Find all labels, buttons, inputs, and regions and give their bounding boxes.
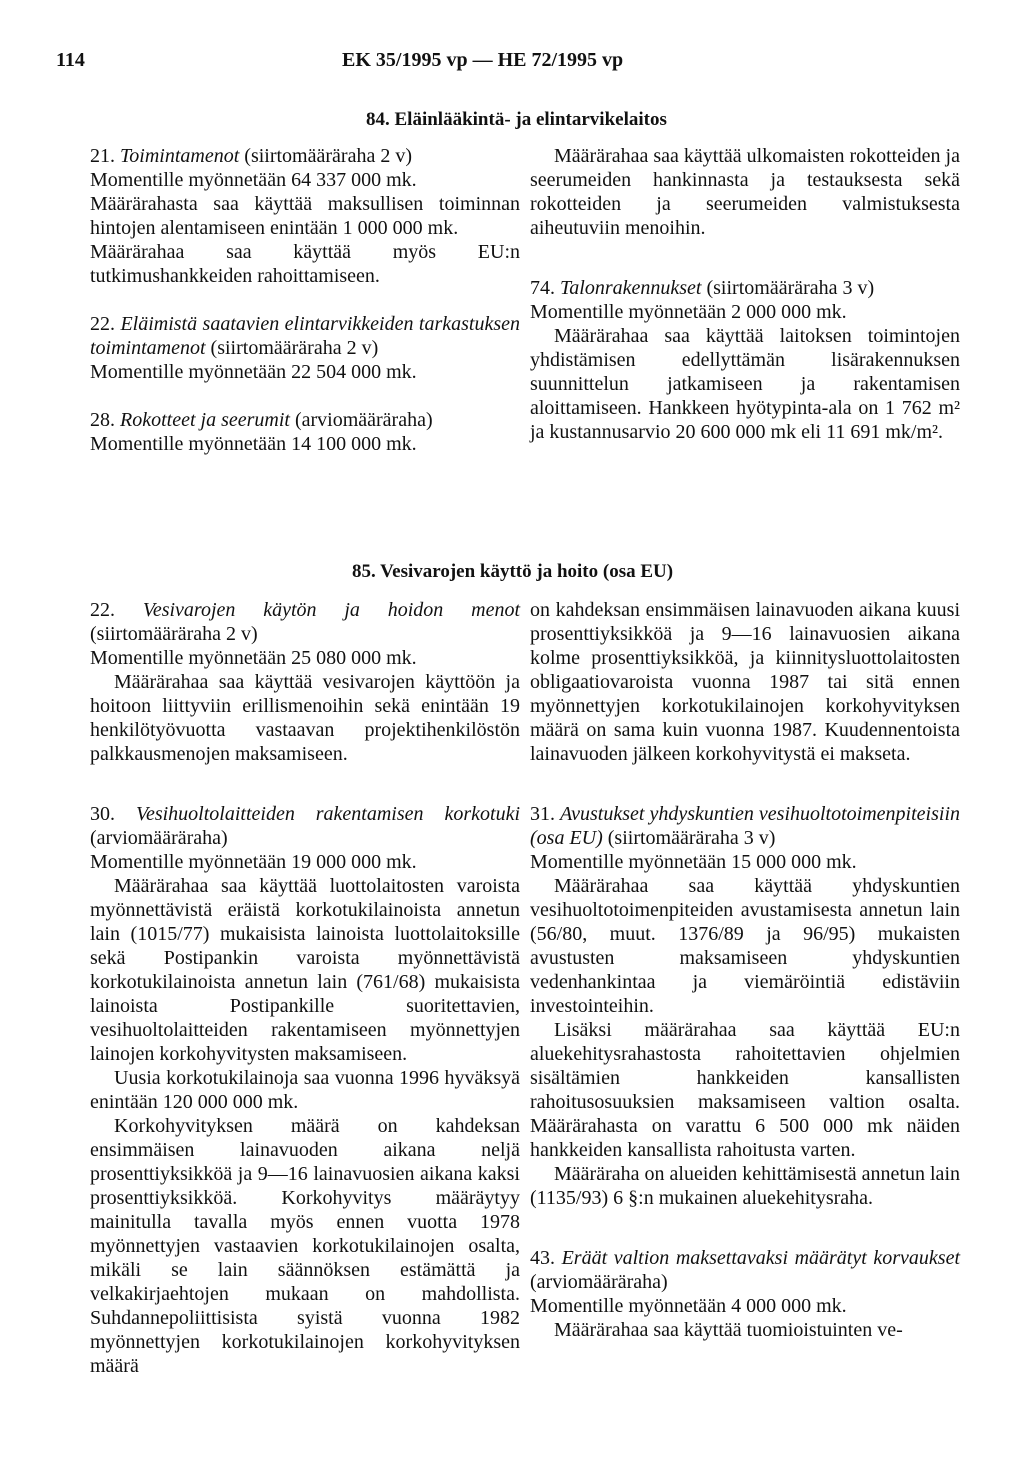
item-31-text: Lisäksi määrärahaa saa käyttää EU:n aluekehitysrahastosta rahoitettavien ohjelmien sisältämien hankkeiden kansallisten rahoitusosuuksien maksamiseen valtion osalta. Määrärahasta on varattu 6 500 000 mk näiden hankkeiden kansallista rahoitusta varten. — [530, 1019, 960, 1161]
item-22-amount: Momentille myönnetään 25 080 000 mk. — [90, 647, 417, 669]
item-22-title: 22. Eläimistä saatavien elintarvikkeiden tarkastuksen toimintamenot (siirtomääräraha 2 v) — [90, 313, 520, 359]
item-22-text: Määrärahaa saa käyttää vesivarojen käyttöön ja hoitoon liittyviin erillismenoihin sekä enintään 19 henkilötyövuotta vastaavan projektihenkilöstön palkkausmenojen maksamiseen. — [90, 671, 520, 765]
item-43-title: 43. Eräät valtion maksettavaksi määrätyt korvaukset (arviomääräraha) — [530, 1247, 961, 1293]
item-30-text: Korkohyvityksen määrä on kahdeksan ensimmäisen lainavuoden aikana neljä prosenttiyksikköä ja 9—16 lainavuosien aikana kaksi prosenttiyksikköä. Korkohyvitys määräytyy mainitulla tavalla myös ennen vuotta 1978 myönnettyjen vastaavien korkotukilainojen osalta, mikäli se lain säännöksen estämättä ja velkakirjaehtojen mukaan on mahdollista. Suhdannepoliittisista syistä vuonna 1982 myönnettyjen korkotukilainojen korkohyvityksen määrä — [90, 1115, 520, 1377]
item-43-text: Määrärahaa saa käyttää tuomioistuinten ve- — [554, 1319, 903, 1341]
item-30-title: 30. Vesihuoltolaitteiden rakentamisen korkotuki (arviomääräraha) — [90, 803, 520, 849]
item-74-amount: Momentille myönnetään 2 000 000 mk. — [530, 301, 847, 323]
section-85-left-column — [90, 598, 520, 1378]
item-31-amount: Momentille myönnetään 15 000 000 mk. — [530, 851, 857, 873]
item-30-text: Uusia korkotukilainoja saa vuonna 1996 hyväksyä enintään 120 000 000 mk. — [90, 1067, 520, 1113]
item-31-text: Määräraha on alueiden kehittämisestä annetun lain (1135/93) 6 §:n mukainen aluekehitysraha. — [530, 1163, 960, 1209]
item-21-text: Määrärahaa saa käyttää myös EU:n tutkimushankkeiden rahoittamiseen. — [90, 241, 520, 287]
item-31-text: Määrärahaa saa käyttää yhdyskuntien vesihuoltotoimenpiteiden avustamisesta annetun lain (56/80, muut. 1376/89 ja 96/95) mukaisten avustusten maksamiseen yhdyskuntien vedenhankintaa ja viemäröintiä edistäviin investointeihin. — [530, 875, 960, 1017]
section-85-heading: 85. Vesivarojen käyttö ja hoito (osa EU) — [352, 561, 674, 582]
item-31-title: 31. Avustukset yhdyskuntien vesihuoltotoimenpiteisiin (osa EU) (siirtomääräraha 3 v) — [530, 803, 960, 849]
item-30-text: Määrärahaa saa käyttää luottolaitosten varoista myönnettävistä eräistä korkotukilainoista annetun lain (1015/77) mukaisista lainoista luottolaitoksille sekä Postipankin varoista myönnettävistä korkotukilainoista annetun lain (761/68) mukaisista lainoista Postipankille suoritettavien, vesihuoltolaitteiden rakentamiseen myönnettyjen lainojen korkohyvitysten maksamiseen. — [90, 875, 520, 1065]
item-43-amount: Momentille myönnetään 4 000 000 mk. — [530, 1295, 847, 1317]
item-74-text: Määrärahaa saa käyttää laitoksen toimintojen yhdistämisen edellyttämän lisärakennuksen suunnittelun jatkamiseen ja rakentamisen aloittamiseen. Hankkeen hyötypinta-ala on 1 762 m² ja kustannusarvio 20 600 000 mk eli 11 691 mk/m². — [530, 325, 960, 443]
item-21-title: 21. Toimintamenot (siirtomääräraha 2 v) — [90, 145, 412, 167]
item-28-amount: Momentille myönnetään 14 100 000 mk. — [90, 433, 417, 455]
item-22-title: 22. Vesivarojen käytön ja hoidon menot (siirtomääräraha 2 v) — [90, 599, 520, 645]
item-30-amount: Momentille myönnetään 19 000 000 mk. — [90, 851, 417, 873]
section-84-right-column — [530, 144, 960, 444]
section-85-right-column — [530, 598, 960, 1342]
section-84-heading: 84. Eläinlääkintä- ja elintarvikelaitos — [366, 109, 667, 130]
item-21-text: Määrärahasta saa käyttää maksullisen toiminnan hintojen alentamiseen enintään 1 000 000 mk. — [90, 193, 520, 239]
continued-text: Määrärahaa saa käyttää ulkomaisten rokotteiden ja seerumeiden hankinnasta ja testauksesta sekä rokotteiden ja seerumeiden valmistuksesta aiheutuviin menoihin. — [530, 145, 960, 239]
section-84-left-column — [90, 144, 520, 456]
item-28-title: 28. Rokotteet ja seerumit (arviomääräraha) — [90, 409, 433, 431]
item-21-amount: Momentille myönnetään 64 337 000 mk. — [90, 169, 417, 191]
continued-text: on kahdeksan ensimmäisen lainavuoden aikana kuusi prosenttiyksikköä ja 9—16 lainavuosien aikana kolme prosenttiyksikköä, ja kiinnitysluottolaitosten obligaatiovaroista vuonna 1987 tai sitä ennen myönnettyjen korkotukilainojen korkohyvityksen määrä on sama kuin vuonna 1987. Kuudennentoista lainavuoden jälkeen korkohyvitystä ei makseta. — [530, 599, 960, 765]
item-74-title: 74. Talonrakennukset (siirtomääräraha 3 v) — [530, 277, 875, 299]
item-22-amount: Momentille myönnetään 22 504 000 mk. — [90, 361, 417, 383]
page-number: 114 — [56, 49, 85, 71]
document-title: EK 35/1995 vp — HE 72/1995 vp — [342, 49, 624, 71]
